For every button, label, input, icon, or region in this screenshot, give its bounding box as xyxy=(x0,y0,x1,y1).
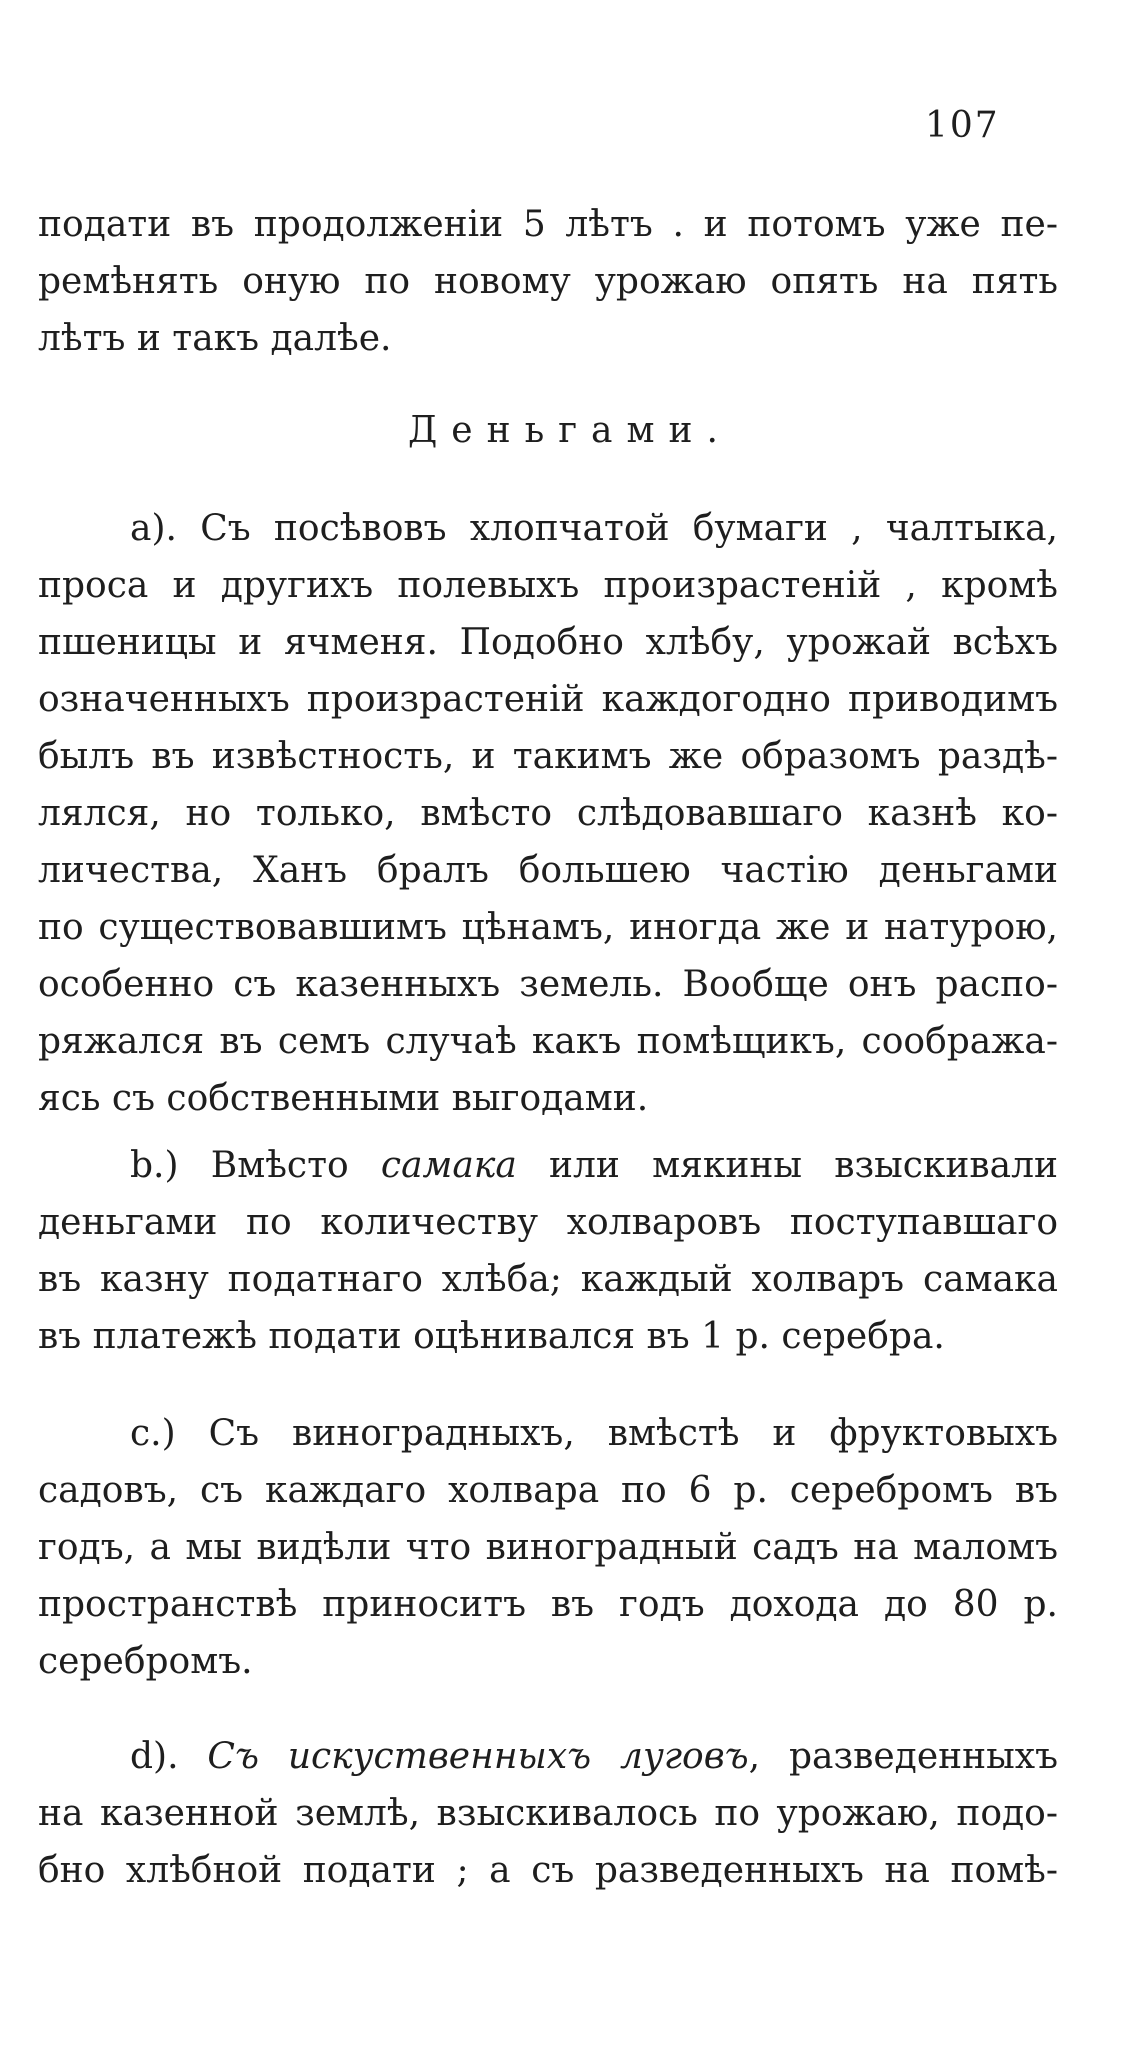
paragraph-c xyxy=(38,1405,1058,1690)
text-line: означенныхъ произрастеній каждогодно приводимъ xyxy=(38,679,1058,720)
paragraph-a xyxy=(38,500,1058,1127)
italic-term: самака xyxy=(380,1145,517,1186)
text-line: проса и другихъ полевыхъ произрастеній , кромѣ xyxy=(38,565,1058,606)
text-line: а). Съ посѣвовъ хлопчатой бумаги , чалтыка, xyxy=(130,508,1058,549)
text-run: или мякины взыскивали xyxy=(516,1145,1058,1186)
text-line: по существовавшимъ цѣнамъ, иногда же и натурою, xyxy=(38,907,1058,948)
text-line: въ платежѣ подати оцѣнивался въ 1 р. серебра. xyxy=(38,1316,945,1357)
text-line: особенно съ казенныхъ земель. Вообще онъ распо- xyxy=(38,964,1058,1005)
text-line: серебромъ. xyxy=(38,1641,253,1682)
text-line: на казенной землѣ, взыскивалось по урожаю, подо- xyxy=(38,1793,1058,1834)
text-line: подати въ продолженіи 5 лѣтъ . и потомъ уже пе- xyxy=(38,204,1058,245)
text-line: пшеницы и ячменя. Подобно хлѣбу, урожай всѣхъ xyxy=(38,622,1058,663)
text-line xyxy=(38,1728,1058,1785)
text-run: d). xyxy=(130,1736,208,1777)
text-line: бно хлѣбной подати ; а съ разведенныхъ на помѣ- xyxy=(38,1850,1058,1891)
section-heading: Деньгами. xyxy=(408,410,732,451)
text-line: лѣтъ и такъ далѣе. xyxy=(38,318,392,359)
text-run: , разведенныхъ xyxy=(748,1736,1058,1777)
italic-term: Съ искуственныхъ луговъ xyxy=(207,1736,749,1777)
text-line: личества, Ханъ бралъ большею частію деньгами xyxy=(38,850,1058,891)
text-line: ремѣнять оную по новому урожаю опять на пять xyxy=(38,261,1058,302)
text-line: с.) Съ виноградныхъ, вмѣстѣ и фруктовыхъ xyxy=(130,1413,1058,1454)
text-line: былъ въ извѣстность, и такимъ же образомъ раздѣ- xyxy=(38,736,1058,777)
text-line: деньгами по количеству холваровъ поступавшаго xyxy=(38,1202,1058,1243)
text-line xyxy=(38,1137,1058,1194)
paragraph-d xyxy=(38,1728,1058,1899)
text-line: садовъ, съ каждаго холвара по 6 р. серебромъ въ xyxy=(38,1470,1058,1511)
text-line: лялся, но только, вмѣсто слѣдовавшаго казнѣ ко- xyxy=(38,793,1058,834)
text-line: годъ, а мы видѣли что виноградный садъ на маломъ xyxy=(38,1527,1058,1568)
text-line: пространствѣ приноситъ въ годъ дохода до 80 р. xyxy=(38,1584,1058,1625)
text-run: b.) Вмѣсто xyxy=(130,1145,381,1186)
paragraph-b xyxy=(38,1137,1058,1365)
text-line: ряжался въ семъ случаѣ какъ помѣщикъ, сообража- xyxy=(38,1021,1058,1062)
page-number: 107 xyxy=(925,105,1000,146)
intro-paragraph xyxy=(38,196,1058,367)
text-line: въ казну податнаго хлѣба; каждый холваръ самака xyxy=(38,1259,1058,1300)
text-line: ясь съ собственными выгодами. xyxy=(38,1078,649,1119)
